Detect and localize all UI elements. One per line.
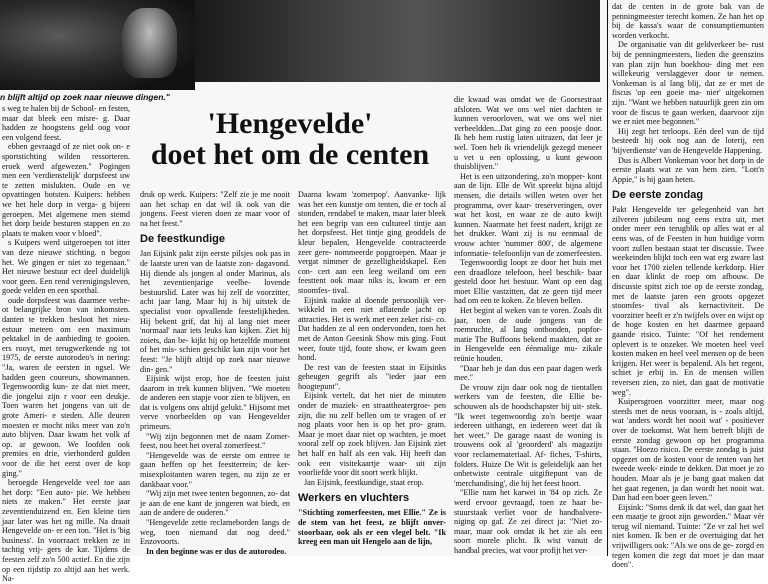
col5-paragraph: Hij zegt het terloops. Eén deel van de tijd besteedt hij ook nog aan de loterij, een 'bijverdienste' van de Hengevelde Happening.: [612, 126, 764, 155]
col4-paragraph: Tegenwoordig loopt ze door het huis met een draadloze telefoon, heel beschik- baar gesteld door het bestuur. Want op een dag moet Ellie vastzitten, dat ze geen tijd meer had om een te koken. Ze bleven bellen.: [454, 258, 602, 306]
col3-paragraph: Eijsink raakte al doende persoonlijk ver- wikkeld in een niet aflatende jacht op attracties. Het is werk met een zeker risi- co. Dat hadden ze al een ondervonden, toen het met de Anton Geesink Show mis ging. Fout weer, foute tijd, foute show, er kwam geen hond.: [298, 295, 446, 363]
subheading-werkers: Werkers en vluchters: [298, 492, 410, 505]
headline-line-1: 'Hengevelde': [207, 107, 373, 140]
photo-edge: [595, 0, 600, 82]
col3-paragraph: De rest van de feesten staat in Eijsinks geheugen gegrift als "ieder jaar een hoogtepunt".: [298, 362, 446, 391]
photo-caption: n blijft altijd op zoek naar nieuwe dingen.": [0, 92, 170, 102]
column-1: [2, 104, 131, 584]
col4-paragraph: "Daar heb je dan dus een paar dagen werk mee.": [454, 363, 602, 383]
col2-paragraph: Jan Eijsink pakt zijn eerste pilsjes ook pas in de laatste uren van de laatste zon- dagavond. Hij diende als jongen al onder Marinus, als het zeventienjarige veelbe- lovende bestuurslid. Later was hij zelf de voorzitter, acht jaar lang. Maar hij is bij uitstek de specialist voor opvallende feestelijkheden. Hij bekent grif, dat hij al lang niet meer 'normaal' naar iets leuks kan kijken. Ziet hij zoiets, dan be- kijkt hij op hetzelfde moment of het mis- schien geschikt kan zijn voor het feest: "Je blijft altijd op zoek naar nieuwe din- gen.": [140, 249, 290, 374]
col4-paragraph: De vrouw zijn daar ook nog de tientallen werkers van de feesten, die Ellie be- schouwen als de hoodschapster bij uit- stek. "Ik weet tegenwoordig zo'n beetje waar iedereen uithangt, en iedereen weet dat ik het weet." De garage naast de woning is trouwens ook al 'geoorderd' als magazijn voor reclamemateriaal. Af- fiches, T-shirts, folders. Huize De Wit is geleidelijk aan het onbetwiste centrale uitgiftepunt van de 'merchandising', die bij het feest hoort.: [454, 382, 602, 488]
headline: [140, 108, 440, 170]
column-2: [140, 190, 290, 556]
headline-line-2: doet het om de centen: [150, 138, 430, 171]
col3-paragraph: Jan Eijsink, feestkundige, staat erop.: [304, 477, 424, 487]
col1-paragraph: s Kuipers werd uitgeroepen tot itter van deze nieuwe stichting. n begon het. We gingen er niet zo tegenaan." Het nieuwe bestuur ect deel duidelijk voor geen. Een rend verenigingsleven, goede velden en een sporthal.: [2, 238, 130, 296]
col4-paragraph: Het is een uitzondering, zo'n mopper- kont aan de lijn. Elle de Wit spreekt bijna altijd mensen, die details willen weten over het programma, over kaar- treserveringen, over wat het kost, en waar ze de auto kwijt kunnen. Naarmate het feest nadert, krijgt ze het drukker. Want zij is nu eenmaal de vrouw achter 'nummer 800', de algemene informatie- telefoonlijn van de zomerfeesten.: [454, 171, 602, 258]
col2-paragraph: druk op werk. Kuipers: "Zelf zie je me nooit aan het schap en dat wil ik ook van die jongens. Feest vieren doen ze maar voor of na het feest.": [140, 190, 290, 228]
column-5: [612, 2, 764, 570]
col1-paragraph: beroegde Hengevelde veel toe aan het dorp: "Een auto- pie. We hebben niets ze maken." Het eerste jaar zeventienduizend en. Een kleine tien jaar later was het ng mille. Na draait Hengevelde on- er een ton. "Het is 'big business'. In voorraact trekken ze in tachtig vrij- gers de kar. Tijdens de feesten zelf zo'n 500 actief. En die zijn op een tijdstip zo altijd aan het werk. Na-: [2, 478, 130, 584]
col4-paragraph: Het begint al weken van te voren. Zoals dit jaar, toen de oude jongens van de roemruchte, al lang ontbonden, popfor- matie The Buffoons bekend maakten, dat ze in Hengevelde een éénmalige mu- zikale reünie houden.: [454, 306, 602, 364]
column-divider: [607, 0, 608, 556]
col2-paragraph: In den beginne was er dus de autorodeo.: [146, 546, 287, 556]
subheading-eerste-zondag: De eerste zondag: [612, 189, 704, 202]
col2-paragraph: "Hengevelde zette reclameborden langs de weg, toen niemand dat nog deed." Enzovoorts.: [140, 518, 290, 547]
column-4: [454, 95, 602, 556]
col2-paragraph: "Wij zijn begonnen met de naam Zomer- feest, nou heet het overal zomerfeest.": [140, 431, 290, 451]
col2-paragraph: "Hengevelde was de eerste om entree te gaan heffen op het feestterrein; de ker- misexploitanten waren tegen, nu zijn ze er dankbaar voor.": [140, 450, 290, 489]
col1-paragraph: ebben gevraagd of ze niet ook on- e sportstichting wilden ressorteren. eroek werd afgewezen." Pogingen men een 'verdienstelijk' dorpsfeest uw te zetten mislukten. Oude en ve opvattingen botsten. Kuipers: hebben we het hele dorp in verga- g bijeen geroepen. Met algemene men stemd het dorp beide besturen stappen en zo plaats te maken voor v bloed".: [2, 142, 130, 238]
col2-paragraph: "Wij zijn met twee tenten begonnen, zo- dat je aan de ene kant de jongeren wat biedt, en aan de andere de ouderen.": [140, 489, 290, 518]
col5-paragraph: Eijsink: "Soms denk ik dat wel, dan gaat het een maatje te groot zijn geworden." Maar vér terug wil niemand. Tuinte: "Ze vr zal het wel niet komen. Ik ben er de overtuiging dat het vrijwilligers ook: "Als we ons de ge- zorgd en tegen komen die zegt dat moet je dan maar doen".: [612, 502, 764, 570]
col4-paragraph: die kwaad was omdat we de Goorsestraat afsloten. Wat we ons wel niet dachten te kunnen veroorloven, wat we ons wel niet verbeeldden...Dat ging zo een poosje door. Ik heb hem rustig laten uitrazen, dat leer je wel. Toen heb ik vriendelijk gezegd meneer u vet u een oplossing, u kunt gewoon thuisblijven.": [454, 95, 602, 172]
col5-paragraph: De organisatie van dit geldverkeer be- rust bij de penningmeesters, lieden die geenszins van plan zijn hun boekhou- ding met een willekeurig verslaggever door te nemen. Vonkeman is al lang blij, dat ze er met de fiscus 'op een goeie ma- nier' uitgekomen zijn. "Want we hebben natuurlijk geen zin om voor de fiscus te gaan werken, daarvoor zijn we er niet mee begonnen.": [612, 40, 764, 127]
photo-left: [0, 0, 195, 90]
col4-paragraph: "Ellie nam het karwei in '84 op zich. Ze werd ervoor gevraagd, toen ze haar be- stuurstaak verliet voor de handbalvere- niging op gaf. Ze zei direct ja: "Niet zo- maar, maar ook omdat ik het zie als een soort morele plicht. Ik wist vanuit de handbal precies, wat voor profijt het ver-: [454, 488, 602, 555]
col1-paragraph: oude dorpsfeest was daarmee verhe- ot belangrijke bron van inkomsten. danten te trekken besloot het nieu- estuur meteen om een maximum pektakel in de aanbieding te gooien. ers rooyt, met terugwerkende ng tot 1975, de eerste autorodeo's in nering: "Ja, waren de eersten in ngsel. We hadden geen coureurs, showmannen. Tegenwoordig kun- ze dat niet meer, die jongelui zijn r voor een deukje. Toen waren het jongens van uit de grote Ameri- e steden. Alle deuren moesten er mocht niks meer van zo'n auto blijven. Daar kwam het volk af op. ar gewoon. We loofden ook premies en drie, vierhonderd gulden voor de die het eerst over de kop ging.": [2, 295, 130, 478]
col3-paragraph: Daarna kwam 'zomerpop'. Aanvanke- lijk was het een kunstje om tenten, die er toch al stonden, rendabel te maken, maar later bleek het een begrip van een cultureel tintje aan het dorpsfeest. Het tintje ging geoddels de kleur bepalen, Hengevelde contracteerde zeer gere- nommeerde popgroepen. Maar je vergat nimmer de gezelligheidskapel. Een con- cert aan een leeg weiland om een feesttent ook maar niks is, kwam er een stoomfes- tival.: [298, 190, 446, 295]
subheading-feestkundige: De feestkundige: [140, 233, 225, 246]
col5-paragraph: dat de centen in de grote bak van de penningmeester terecht komen. Ze han het op bij de kassa's waar de consumptiemunten worden verkocht.: [612, 2, 764, 40]
col5-paragraph: Kuipersgroen voorzitter meer, maar nog steeds met de neus vooraan, is - zoals altijd, wat 'anders wordt het nooit wat' - positiever over de toekomst. Wat hem betreft blijft de eerste zondag gewoon op het programma staan. "Hoezo risico. De eerste zondag is juist opgezet om de kosten voor de tenten van het tweede week- einde te dekken. Dat moet je zo houden. Maar als je je bang gaat maken dat het gaat regenen, ja dan wordt het nooit wat. Dan had een boer geen leven.": [612, 397, 764, 503]
col3-paragraph: Eijsink vertelt, dat het niet de minuten onder de muziek- en straattheatergroe- pen zijn, die nu zelf bellen om te vragen of er nog plaats voor hen is op het pro- gram. Maar je moet daar niet op wachten, je moet vooral zelf op zoek blijven. Jan Eijsink ziet het half en half als een vak. Hij heeft dan ook een visitekaartje waar- uit zijn voorliefde voor dit soort werk blijkt.: [298, 391, 446, 478]
col5-paragraph: Pakt Hengevelde ter gelegenheid van het zilveren jubileum nog eens extra uit, met onder meer een terugblik op alles wat er al eens was, of de Feesten in hun huidige vorm voort zullen bestaan staat ter discussie. Twee weekeinden blijkt toch een wat erg zware last voor het 1700 zielen tellende kerkdorp. Hier en daar klinkt de roep om afbouw. De discussie spitst zich toe op de eerste zondag, met de laatste jaren een groots opgezet stoomfes- tival als kernactiviteit. De voorzitter heeft er z'n twijfels over en wijst op de hoge kosten en het daarmee gepaard gaande risico. Tuinte: "Of het rendement oplevert is te onzeker. We moeten heel veel kosten maken en heel veel mensen op de been krijgen. Het weer is bepalend. Als het regent, schiet je erbij in. En de mensen willen reversen zien, zo niet, dan gaat de motivatie weg".: [612, 205, 764, 397]
col5-paragraph: Dus is Albert Vonkeman voor het dorp in de eerste plaats wat ze van hem zien. "Lott'n Appie," is hij gaan heten.: [612, 155, 764, 184]
col1-paragraph: s weg te halen bij de School- en festen, maar dat bleek een misre- g. Daar hadden ze hoogstens geld oog voor een volgend feest.: [2, 104, 131, 142]
col2-paragraph: Eijsink wijst erop, hoe de feesten juist daarom in trek kunnen blijven. "We moeten de anderen een stapje voor zien te blijven, en dat is volgens ons altijd gelukt." Hijsomt met verve voorbeelden op van Hengevelder primeurs.: [140, 374, 290, 432]
column-3: [298, 190, 446, 556]
col3-paragraph: "Stichting zomerfeesten, met Ellie." Ze is de stem van het feest, ze blijft onver- stoorbaar, ook als er een vlegel belt. "Ik kreeg een man uit Hengelo aan de lijn,: [298, 508, 446, 547]
photo-center: [195, 0, 595, 82]
